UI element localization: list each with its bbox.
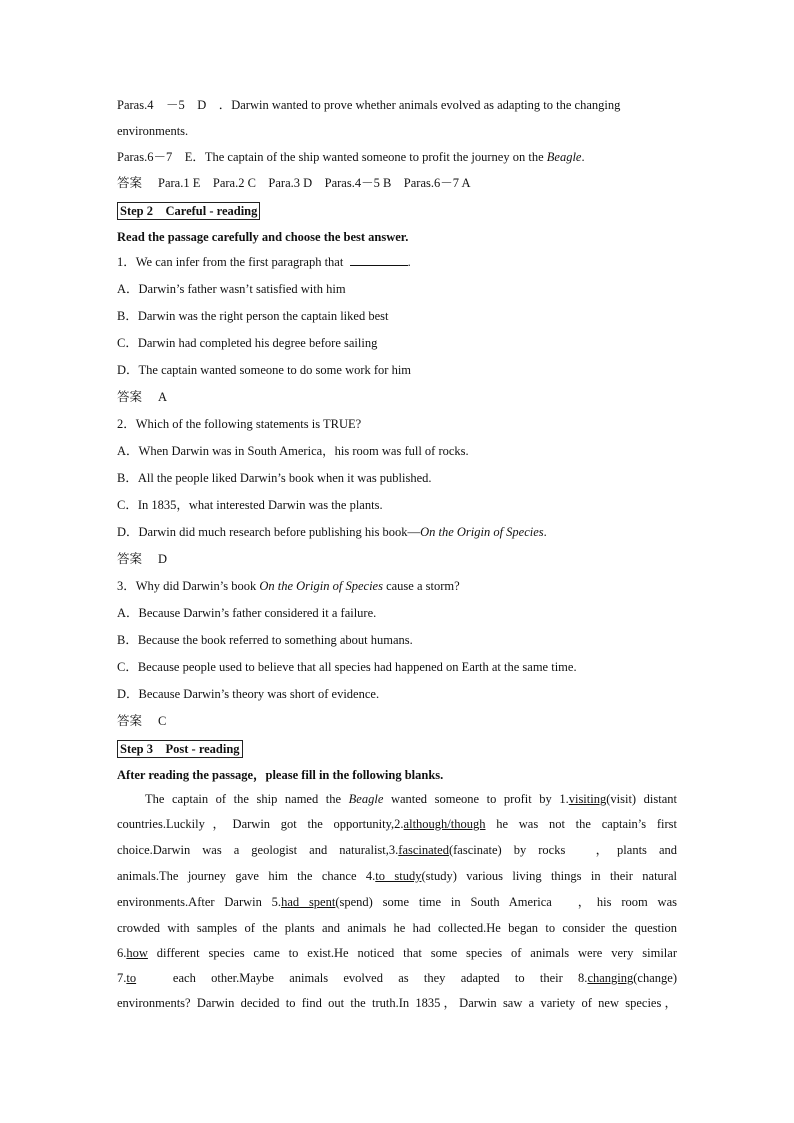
paragraph-line: animals.The journey gave him the chance 4.to study(study) various living things in their natural [117, 869, 677, 883]
match-item-paras-4-5-cont: environments. [117, 124, 189, 138]
paragraph-line: 6.how different species came to exist.He noticed that some species of animals were very similar [117, 946, 677, 960]
paragraph-line: environments.After Darwin 5.had spent(spend) some time in South America ，his room was [117, 895, 677, 909]
question-2-option-b: B．All the people liked Darwin’s book when it was published. [117, 471, 432, 485]
question-1-stem: 1．We can infer from the first paragraph that . [117, 255, 411, 269]
question-1-option-b: B．Darwin was the right person the captain liked best [117, 309, 389, 323]
paragraph-line: environments? Darwin decided to find out the truth.In 1835，Darwin saw a variety of new species， [117, 996, 677, 1010]
question-1-option-d: D．The captain wanted someone to do some work for him [117, 363, 412, 377]
step3-heading: Step 3 Post - reading [117, 740, 243, 758]
step3-heading-row [117, 735, 677, 763]
match-item-paras-4-5: Paras.4 －5 D ．Darwin wanted to prove whether animals evolved as adapting to the changing [117, 98, 621, 112]
fill-in-paragraph [117, 787, 677, 1016]
paragraph-line: choice.Darwin was a geologist and naturalist,3.fascinated(fascinate) by rocks ，plants and [117, 843, 677, 857]
paragraph-line: crowded with samples of the plants and animals he had collected.He began to consider the question [117, 921, 677, 935]
answer-value: Para.1 E Para.2 C Para.3 D Paras.4－5 B Paras.6－7 A [158, 176, 471, 190]
question-2-option-a: A．When Darwin was in South America，his room was full of rocks. [117, 444, 469, 458]
question-3-option-d: D．Because Darwin’s theory was short of evidence. [117, 687, 380, 701]
question-3-option-a: A．Because Darwin’s father considered it a failure. [117, 606, 377, 620]
question-1-option-c: C．Darwin had completed his degree before sailing [117, 336, 378, 350]
answer-label: 答案 [117, 176, 143, 190]
question-2-option-d: D．Darwin did much research before publishing his book—On the Origin of Species. [117, 525, 547, 539]
question-3-answer: 答案 C [117, 714, 167, 728]
filled-answer: had spent [281, 895, 336, 909]
question-1-option-a: A．Darwin’s father wasn’t satisfied with him [117, 282, 346, 296]
step2-heading-row [117, 197, 677, 225]
filled-answer: changing [587, 971, 634, 985]
paragraph-line: 7.to each other.Maybe animals evolved as they adapted to their 8.changing(change) [117, 971, 677, 985]
question-3-stem: 3．Why did Darwin’s book On the Origin of Species cause a storm? [117, 579, 460, 593]
match-item-paras-6-7: Paras.6－7 E．The captain of the ship wanted someone to profit the journey on the Beagle. [117, 150, 585, 164]
filled-answer: fascinated [398, 843, 449, 857]
question-3-option-b: B．Because the book referred to something about humans. [117, 633, 413, 647]
question-3-option-c: C．Because people used to believe that all species had happened on Earth at the same time. [117, 660, 577, 674]
document-page [117, 92, 677, 1016]
paragraph-line: countries.Luckily，Darwin got the opportunity,2.although/though he was not the captain’s first [117, 817, 678, 831]
filled-answer: to [126, 971, 137, 985]
filled-answer: visiting [568, 792, 607, 806]
question-2-option-c: C．In 1835，what interested Darwin was the plants. [117, 498, 383, 512]
question-2-stem: 2．Which of the following statements is TRUE? [117, 417, 362, 431]
answer-blank [350, 253, 408, 266]
filled-answer: to study [375, 869, 422, 883]
paragraph-line: The captain of the ship named the Beagle wanted someone to profit by 1.visiting(visit) distant [145, 792, 677, 806]
step2-heading: Step 2 Careful - reading [117, 202, 260, 220]
filled-answer: although/though [403, 817, 486, 831]
question-2-answer: 答案 D [117, 552, 168, 566]
question-1-answer: 答案 A [117, 390, 168, 404]
filled-answer: how [126, 946, 148, 960]
answer-line-match [117, 170, 677, 197]
step3-instruction: After reading the passage，please fill in the following blanks. [117, 768, 444, 782]
step2-instruction: Read the passage carefully and choose the best answer. [117, 230, 409, 244]
